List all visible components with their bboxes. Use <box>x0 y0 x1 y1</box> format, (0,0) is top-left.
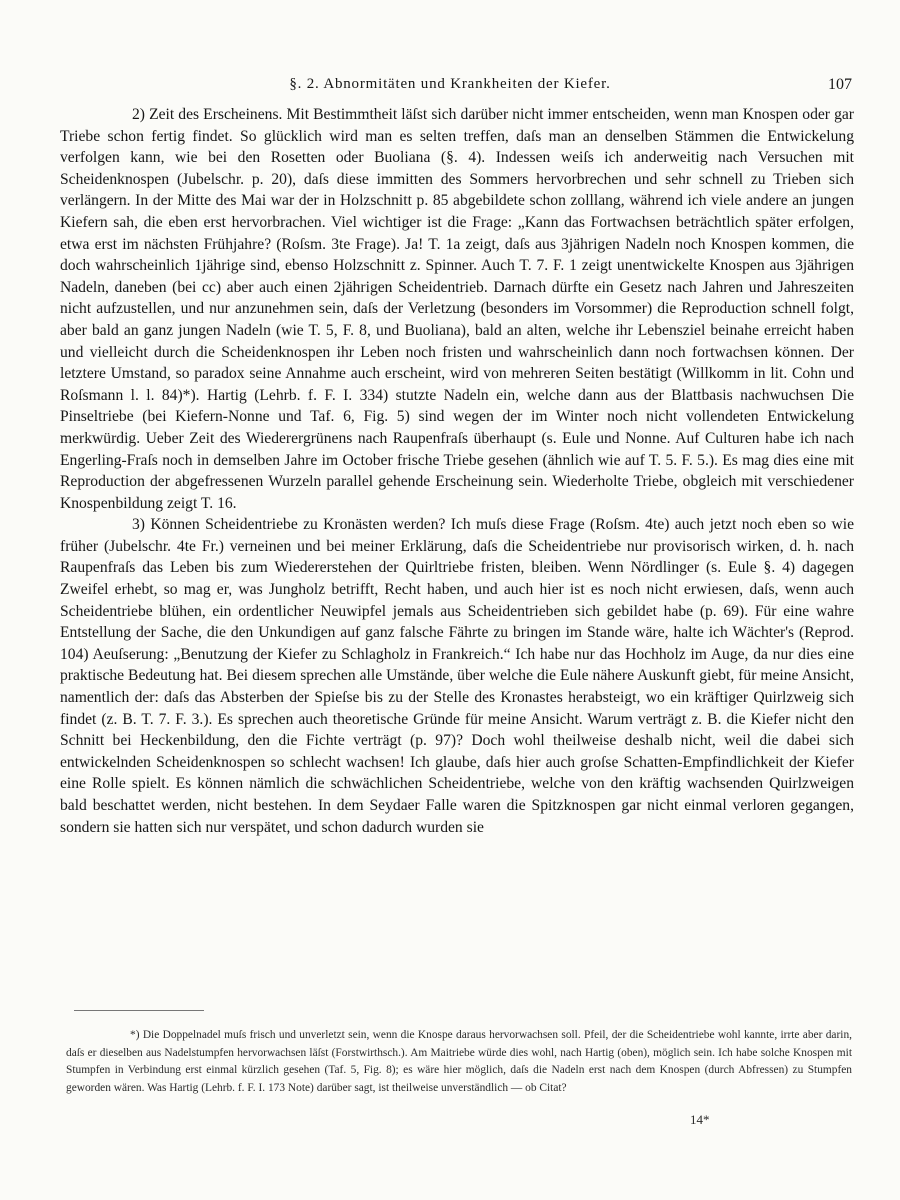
paragraph-zeit-des-erscheinens: 2) Zeit des Erscheinens. Mit Bestimmtheit läſst sich darüber nicht immer entscheiden, wenn man Knospen oder gar Triebe schon fertig findet. So glücklich wird man es selten treffen, daſs man an denselben Stämmen die Entwickelung verfolgen kann, wie bei den Rosetten oder Buoliana (§. 4). Indessen weiſs ich anderweitig nach Versuchen mit Scheidenknospen (Jubelschr. p. 20), daſs diese immitten des Sommers hervorbrechen und sehr schnell zu Trieben sich verlängern. In der Mitte des Mai war der in Holzschnitt p. 85 abgebildete schon zolllang, während ich viele andere an jungen Kiefern sah, die eben erst hervorbrachen. Viel wichtiger ist die Frage: „Kann das Fortwachsen beträchtlich später erfolgen, etwa erst im nächsten Frühjahre? (Roſsm. 3te Frage). Ja! T. 1a zeigt, daſs aus 3jährigen Nadeln noch Knospen kommen, die doch wahrscheinlich 1jährige sind, ebenso Holzschnitt z. Spinner. Auch T. 7. F. 1 zeigt unentwickelte Knospen aus 3jährigen Nadeln, daneben (bei cc) aber auch einen 2jährigen Scheidentrieb. Darnach dürfte ein Gesetz nach Jahren und Jahreszeiten nicht aufzustellen, und nur anzunehmen sein, daſs der Verletzung (besonders im Vorsommer) die Reproduction schnell folgt, aber bald an ganz jungen Nadeln (wie T. 5, F. 8, und Buoliana), bald an alten, welche ihr Lebensziel beinahe erreicht haben und vielleicht durch die Scheidenknospen ihr Leben noch fristen und wahrscheinlich dann noch fortwachsen können. Der letztere Umstand, so paradox seine Annahme auch erscheint, wird von mehreren Seiten bestätigt (Willkomm in lit. Cohn und Roſsmann l. l. 84)*). Hartig (Lehrb. f. F. I. 334) stutzte Nadeln ein, welche dann aus der Blattbasis nachwuchsen Die Pinseltriebe (bei Kiefern-Nonne und Taf. 6, Fig. 5) sind wegen der im Winter noch nicht vollendeten Entwickelung merkwürdig. Ueber Zeit des Wiederergrünens nach Raupenfraſs überhaupt (s. Eule und Nonne. Auf Culturen habe ich nach Engerling-Fraſs noch in demselben Jahre im October frische Triebe gesehen (ähnlich wie auf T. 5. F. 5.). Es mag dies eine mit Reproduction der abgefressenen Wurzeln parallel gehende Erscheinung sein. Wiederholte Triebe, obgleich mit verschiedener Knospenbildung zeigt T. 16. <box>60 106 854 512</box>
running-header <box>0 76 900 100</box>
footnote-text: *) Die Doppelnadel muſs frisch und unverletzt sein, wenn die Knospe daraus hervorwachsen soll. Pfeil, der die Scheidentriebe wohl kannte, irrte aber darin, daſs er dieselben aus Nadelstumpfen hervorwachsen läſst (Forstwirthsch.). Am Maitriebe würde dies wohl, nach Hartig (oben), möglich sein. Ich habe solche Knospen mit Stumpfen in Verbindung erst einmal kürzlich gesehen (Taf. 5, Fig. 8); es wäre hier möglich, daſs die Nadeln erst nach dem Knospen (durch Abfressen) zu Stumpfen geworden wären. Was Hartig (Lehrb. f. F. I. 173 Note) darüber sagt, ist theilweise unverständlich — ob Citat? <box>66 1029 852 1094</box>
footnote <box>66 1027 852 1097</box>
main-text <box>60 104 854 838</box>
signature-mark: 14* <box>690 1112 710 1127</box>
page-number: 107 <box>828 76 852 93</box>
section-title: §. 2. Abnormitäten und Krankheiten der Kiefer. <box>289 76 611 92</box>
paragraph-scheidentriebe-kronaeste: 3) Können Scheidentriebe zu Kronästen werden? Ich muſs diese Frage (Roſsm. 4te) auch jetzt noch eben so wie früher (Jubelschr. 4te Fr.) verneinen und bei meiner Erklärung, daſs die Scheidentriebe nur provisorisch wirken, d. h. nach Raupenfraſs das Leben bis zum Wiedererstehen der Quirltriebe fristen, bleiben. Wenn Nördlinger (s. Eule §. 4) dagegen Zweifel erhebt, so mag er, was Jungholz betrifft, Recht haben, und auch hier ist es noch nicht erwiesen, daſs, wenn auch Scheidentriebe blühen, ein ordentlicher Neuwipfel jemals aus Scheidentrieben sich gebildet habe (p. 69). Für eine wahre Entstellung der Sache, die den Unkundigen auf ganz falsche Fährte zu bringen im Stande wäre, halte ich Wächter's (Reprod. 104) Aeuſserung: „Benutzung der Kiefer zu Schlagholz in Frankreich.“ Ich habe nur das Hochholz im Auge, da nur dies eine praktische Bedeutung hat. Bei diesem sprechen alle Umstände, über welche die Eule nähere Auskunft giebt, für meine Ansicht, namentlich der: daſs das Absterben der Spieſse bis zu der Stelle des Kronastes herabsteigt, wo ein kräftiger Quirlzweig sich findet (z. B. T. 7. F. 3.). Es sprechen auch theoretische Gründe für meine Ansicht. Warum verträgt z. B. die Kiefer nicht den Schnitt bei Heckenbildung, den die Fichte verträgt (p. 97)? Doch wohl theilweise deshalb nicht, weil die dabei sich entwickelnden Scheidenknospen so schlecht wachsen! Ich glaube, daſs hier auch groſse Schatten-Empfindlichkeit der Kiefer eine Rolle spielt. Es können nämlich die schwächlichen Scheidentriebe, welche von den kräftig wachsenden Quirlzweigen bald beschattet werden, nicht bestehen. In dem Seydaer Falle waren die Spitzknospen gar nicht einmal verloren gegangen, sondern sie hatten sich nur verspätet, und schon dadurch wurden sie <box>60 516 854 836</box>
footnote-separator <box>74 1010 204 1011</box>
